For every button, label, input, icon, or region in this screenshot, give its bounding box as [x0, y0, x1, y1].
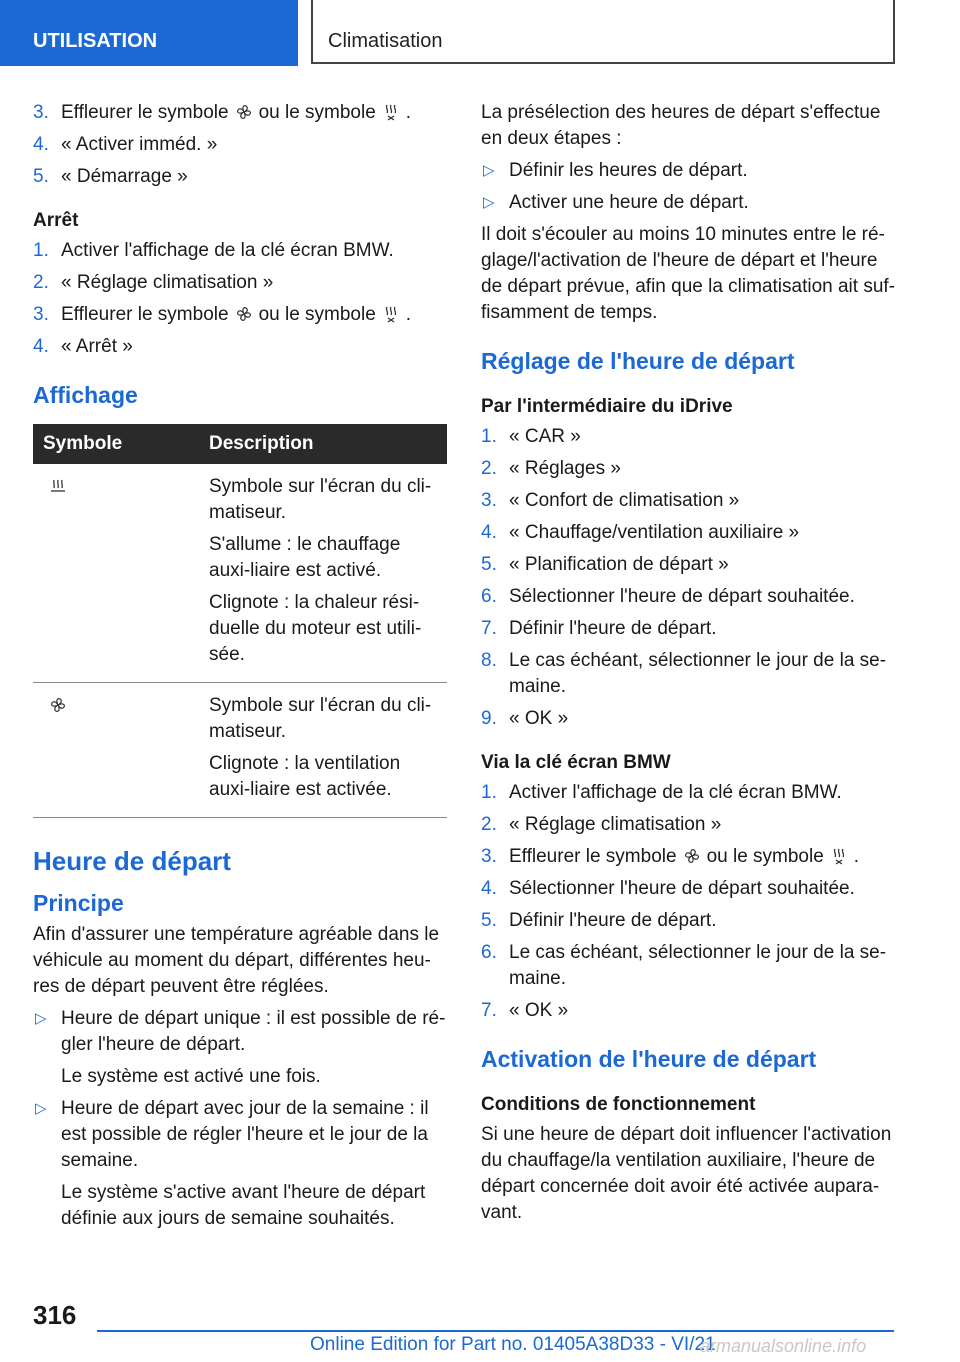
- edition-text: Online Edition for Part no. 01405A38D33 - VI/21: [310, 1334, 716, 1355]
- step-number: 5.: [481, 554, 497, 575]
- arret-heading: Arrêt: [33, 210, 79, 231]
- description-line: Symbole sur l'écran du cli-matiseur.: [209, 695, 432, 742]
- list-item: [33, 334, 447, 360]
- step-text: Définir l'heure de départ.: [509, 618, 717, 639]
- list-item: [481, 876, 897, 902]
- heure-heading: Heure de départ: [33, 846, 231, 876]
- heater-icon: [49, 477, 67, 495]
- page-header: [0, 0, 960, 66]
- arret-steps-list: [33, 238, 447, 360]
- fan-icon: [235, 103, 253, 121]
- description-cell: [199, 683, 447, 818]
- step-text: « Réglages »: [509, 458, 621, 479]
- fan-icon: [49, 696, 67, 714]
- intro-text: La présélection des heures de départ s'effectue en deux étapes :: [481, 102, 881, 149]
- step-text: « CAR »: [509, 426, 581, 447]
- conditions-text: Si une heure de départ doit influencer l'activation du chauffage/la ventilation auxiliaire, l'heure de départ concernée doit avoir été activée aupara-vant.: [481, 1124, 892, 1223]
- table-row: [33, 683, 447, 818]
- list-item: [33, 1006, 447, 1090]
- bullet-text: Heure de départ unique : il est possible de ré-gler l'heure de départ.: [61, 1008, 446, 1055]
- step-number: 1.: [33, 240, 49, 261]
- symbol-cell: [33, 464, 199, 683]
- step-text: « OK »: [509, 708, 569, 729]
- step-text: « Planification de départ »: [509, 554, 729, 575]
- list-item: [33, 270, 447, 296]
- step-number: 1.: [481, 782, 497, 803]
- bullet-list: [481, 158, 897, 216]
- step-number: 2.: [33, 272, 49, 293]
- list-item: [33, 100, 447, 126]
- bullet-subtext: Le système est activé une fois.: [61, 1066, 321, 1087]
- step-text: .: [405, 102, 412, 123]
- symbol-cell: [33, 683, 199, 818]
- list-item: [481, 780, 897, 806]
- description-cell: [199, 464, 447, 683]
- list-item: [33, 238, 447, 264]
- activation-heading: Activation de l'heure de départ: [481, 1046, 817, 1072]
- step-number: 3.: [33, 102, 49, 123]
- step-number: 3.: [481, 490, 497, 511]
- watermark: armanualsonline.info: [700, 1336, 867, 1356]
- step-text: Définir l'heure de départ.: [509, 910, 717, 931]
- step-number: 7.: [481, 1000, 497, 1021]
- fan-icon: [235, 305, 253, 323]
- step-number: 9.: [481, 708, 497, 729]
- list-item: [33, 132, 447, 158]
- step-number: 4.: [481, 878, 497, 899]
- list-item: [33, 302, 447, 328]
- table-header-symbol: Symbole: [33, 424, 199, 464]
- step-number: 5.: [33, 166, 49, 187]
- list-item: [481, 812, 897, 838]
- list-item: [481, 908, 897, 934]
- idrive-heading: Par l'intermédiaire du iDrive: [481, 396, 733, 417]
- list-item: [481, 158, 897, 184]
- topic-label: Climatisation: [311, 0, 895, 64]
- step-text: .: [853, 846, 860, 867]
- step-text: Le cas échéant, sélectionner le jour de la se-maine.: [509, 650, 887, 697]
- principe-heading: Principe: [33, 890, 124, 916]
- affichage-heading: Affichage: [33, 382, 138, 408]
- timing-paragraph: Il doit s'écouler au moins 10 minutes entre le ré-glage/l'activation de l'heure de départ et l'heure de départ prévue, afin que la climatisation ait suf-fisamment de temps.: [481, 224, 896, 323]
- symbol-table: [33, 424, 447, 818]
- step-number: 7.: [481, 618, 497, 639]
- description-line: Symbole sur l'écran du cli-matiseur.: [209, 476, 432, 523]
- step-text: Le cas échéant, sélectionner le jour de la se-maine.: [509, 942, 887, 989]
- step-text: Sélectionner l'heure de départ souhaitée.: [509, 878, 855, 899]
- fan-icon: [683, 847, 701, 865]
- section-label: UTILISATION: [0, 0, 298, 66]
- fan-heat-icon: [382, 103, 400, 121]
- step-text: Effleurer le symbole: [61, 304, 229, 325]
- bullet-marker: ▷: [35, 1100, 47, 1117]
- list-item: [481, 424, 897, 450]
- step-number: 6.: [481, 586, 497, 607]
- list-item: [481, 616, 897, 642]
- list-item: [481, 844, 897, 870]
- description-line: Clignote : la ventilation auxi-liaire est activée.: [209, 753, 401, 800]
- bullet-list: [33, 1006, 447, 1232]
- list-item: [481, 998, 897, 1024]
- list-item: [481, 648, 897, 700]
- step-number: 3.: [33, 304, 49, 325]
- bullet-text: Heure de départ avec jour de la semaine : il est possible de régler l'heure et le jour de la semaine.: [61, 1098, 429, 1171]
- step-text: « OK »: [509, 1000, 569, 1021]
- step-number: 5.: [481, 910, 497, 931]
- step-text: ou le symbole: [258, 304, 376, 325]
- page-number: 316: [33, 1300, 77, 1330]
- list-item: [481, 520, 897, 546]
- list-item: [481, 552, 897, 578]
- table-row: [33, 464, 447, 683]
- step-number: 8.: [481, 650, 497, 671]
- step-text: Sélectionner l'heure de départ souhaitée.: [509, 586, 855, 607]
- list-item: [481, 190, 897, 216]
- principe-text: Afin d'assurer une température agréable dans le véhicule au moment du départ, différentes heu-res de départ peuvent être réglées.: [33, 924, 440, 997]
- bullet-marker: ▷: [35, 1010, 47, 1027]
- list-item: [481, 488, 897, 514]
- fan-heat-icon: [830, 847, 848, 865]
- step-number: 6.: [481, 942, 497, 963]
- description-line: S'allume : le chauffage auxi-liaire est activé.: [209, 534, 401, 581]
- step-text: « Démarrage »: [61, 166, 188, 187]
- step-text: .: [405, 304, 412, 325]
- reglage-heading: Réglage de l'heure de départ: [481, 348, 795, 374]
- fan-heat-icon: [382, 305, 400, 323]
- steps-list: [33, 100, 447, 190]
- list-item: [481, 940, 897, 992]
- step-number: 1.: [481, 426, 497, 447]
- list-item: [33, 164, 447, 190]
- list-item: [481, 706, 897, 732]
- step-number: 4.: [33, 134, 49, 155]
- step-text: « Chauffage/ventilation auxiliaire »: [509, 522, 800, 543]
- list-item: [33, 1096, 447, 1232]
- bullet-marker: ▷: [483, 194, 495, 211]
- idrive-steps-list: [481, 424, 897, 732]
- step-text: « Arrêt »: [61, 336, 133, 357]
- step-text: « Activer imméd. »: [61, 134, 218, 155]
- step-text: « Réglage climatisation »: [509, 814, 722, 835]
- step-text: « Réglage climatisation »: [61, 272, 274, 293]
- table-header-description: Description: [199, 424, 447, 464]
- step-text: ou le symbole: [258, 102, 376, 123]
- step-text: Activer l'affichage de la clé écran BMW.: [61, 240, 394, 261]
- bullet-subtext: Le système s'active avant l'heure de départ définie aux jours de semaine souhaités.: [61, 1182, 426, 1229]
- step-text: Effleurer le symbole: [509, 846, 677, 867]
- list-item: [481, 584, 897, 610]
- step-number: 4.: [481, 522, 497, 543]
- step-number: 2.: [481, 814, 497, 835]
- step-text: Effleurer le symbole: [61, 102, 229, 123]
- bullet-text: Activer une heure de départ.: [509, 192, 749, 213]
- step-number: 3.: [481, 846, 497, 867]
- step-number: 2.: [481, 458, 497, 479]
- bullet-text: Définir les heures de départ.: [509, 160, 748, 181]
- step-number: 4.: [33, 336, 49, 357]
- right-column: [481, 100, 897, 1232]
- left-column: [33, 100, 447, 1238]
- step-text: Activer l'affichage de la clé écran BMW.: [509, 782, 842, 803]
- list-item: [481, 456, 897, 482]
- step-text: « Confort de climatisation »: [509, 490, 740, 511]
- conditions-heading: Conditions de fonctionnement: [481, 1094, 756, 1115]
- cle-steps-list: [481, 780, 897, 1024]
- step-text: ou le symbole: [706, 846, 824, 867]
- description-line: Clignote : la chaleur rési-duelle du moteur est utili-sée.: [209, 592, 422, 665]
- cle-heading: Via la clé écran BMW: [481, 752, 671, 773]
- bullet-marker: ▷: [483, 162, 495, 179]
